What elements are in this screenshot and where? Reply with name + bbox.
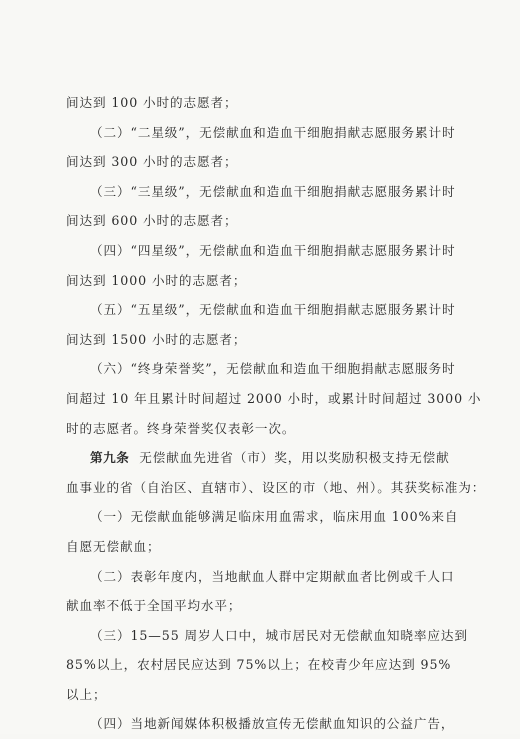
- text-line: （六）“终身荣誉奖”，无偿献血和造血干细胞捐献志愿服务时: [90, 361, 456, 377]
- text-line: （二）表彰年度内，当地献血人群中定期献血者比例或千人口: [90, 568, 455, 584]
- text-line: （三）15—55 周岁人口中，城市居民对无偿献血知晓率应达到: [90, 627, 468, 643]
- text-line: 间达到 600 小时的志愿者；: [66, 213, 238, 229]
- text-line: 献血率不低于全国平均水平；: [66, 598, 242, 614]
- text-line: 血事业的省（自治区、直辖市）、设区的市（地、州）。其获奖标准为：: [66, 479, 486, 495]
- document-body: [66, 88, 486, 739]
- text-line: 以上；: [66, 686, 107, 702]
- text-line: 自愿无偿献血；: [66, 538, 161, 554]
- text-line: （五）“五星级”，无偿献血和造血干细胞捐献志愿服务累计时: [90, 302, 456, 318]
- text-line: （二）“二星级”，无偿献血和造血干细胞捐献志愿服务累计时: [90, 124, 456, 140]
- text-line: 间超过 10 年且累计时间超过 2000 小时，或累计时间超过 3000 小: [66, 390, 482, 406]
- text-line: （三）“三星级”，无偿献血和造血干细胞捐献志愿服务累计时: [90, 183, 456, 199]
- text-line: （一）无偿献血能够满足临床用血需求，临床用血 100%来自: [90, 509, 459, 525]
- text-line: 间达到 1000 小时的志愿者；: [66, 272, 247, 288]
- article-text: 无偿献血先进省（市）奖，用以奖励积极支持无偿献: [139, 450, 450, 466]
- article-heading: 第九条: [90, 450, 130, 466]
- text-line: （四）“四星级”，无偿献血和造血干细胞捐献志愿服务累计时: [90, 242, 456, 258]
- text-line: （四）当地新闻媒体积极播放宣传无偿献血知识的公益广告，: [90, 716, 455, 732]
- text-line: 85%以上，农村居民应达到 75%以上；在校青少年应达到 95%: [66, 657, 452, 673]
- article-line: [66, 443, 466, 473]
- text-line: 间达到 300 小时的志愿者；: [66, 154, 238, 170]
- text-line: 间达到 100 小时的志愿者；: [66, 95, 238, 110]
- text-line: 时的志愿者。终身荣誉奖仅表彰一次。: [66, 420, 296, 436]
- text-line: 间达到 1500 小时的志愿者；: [66, 331, 247, 347]
